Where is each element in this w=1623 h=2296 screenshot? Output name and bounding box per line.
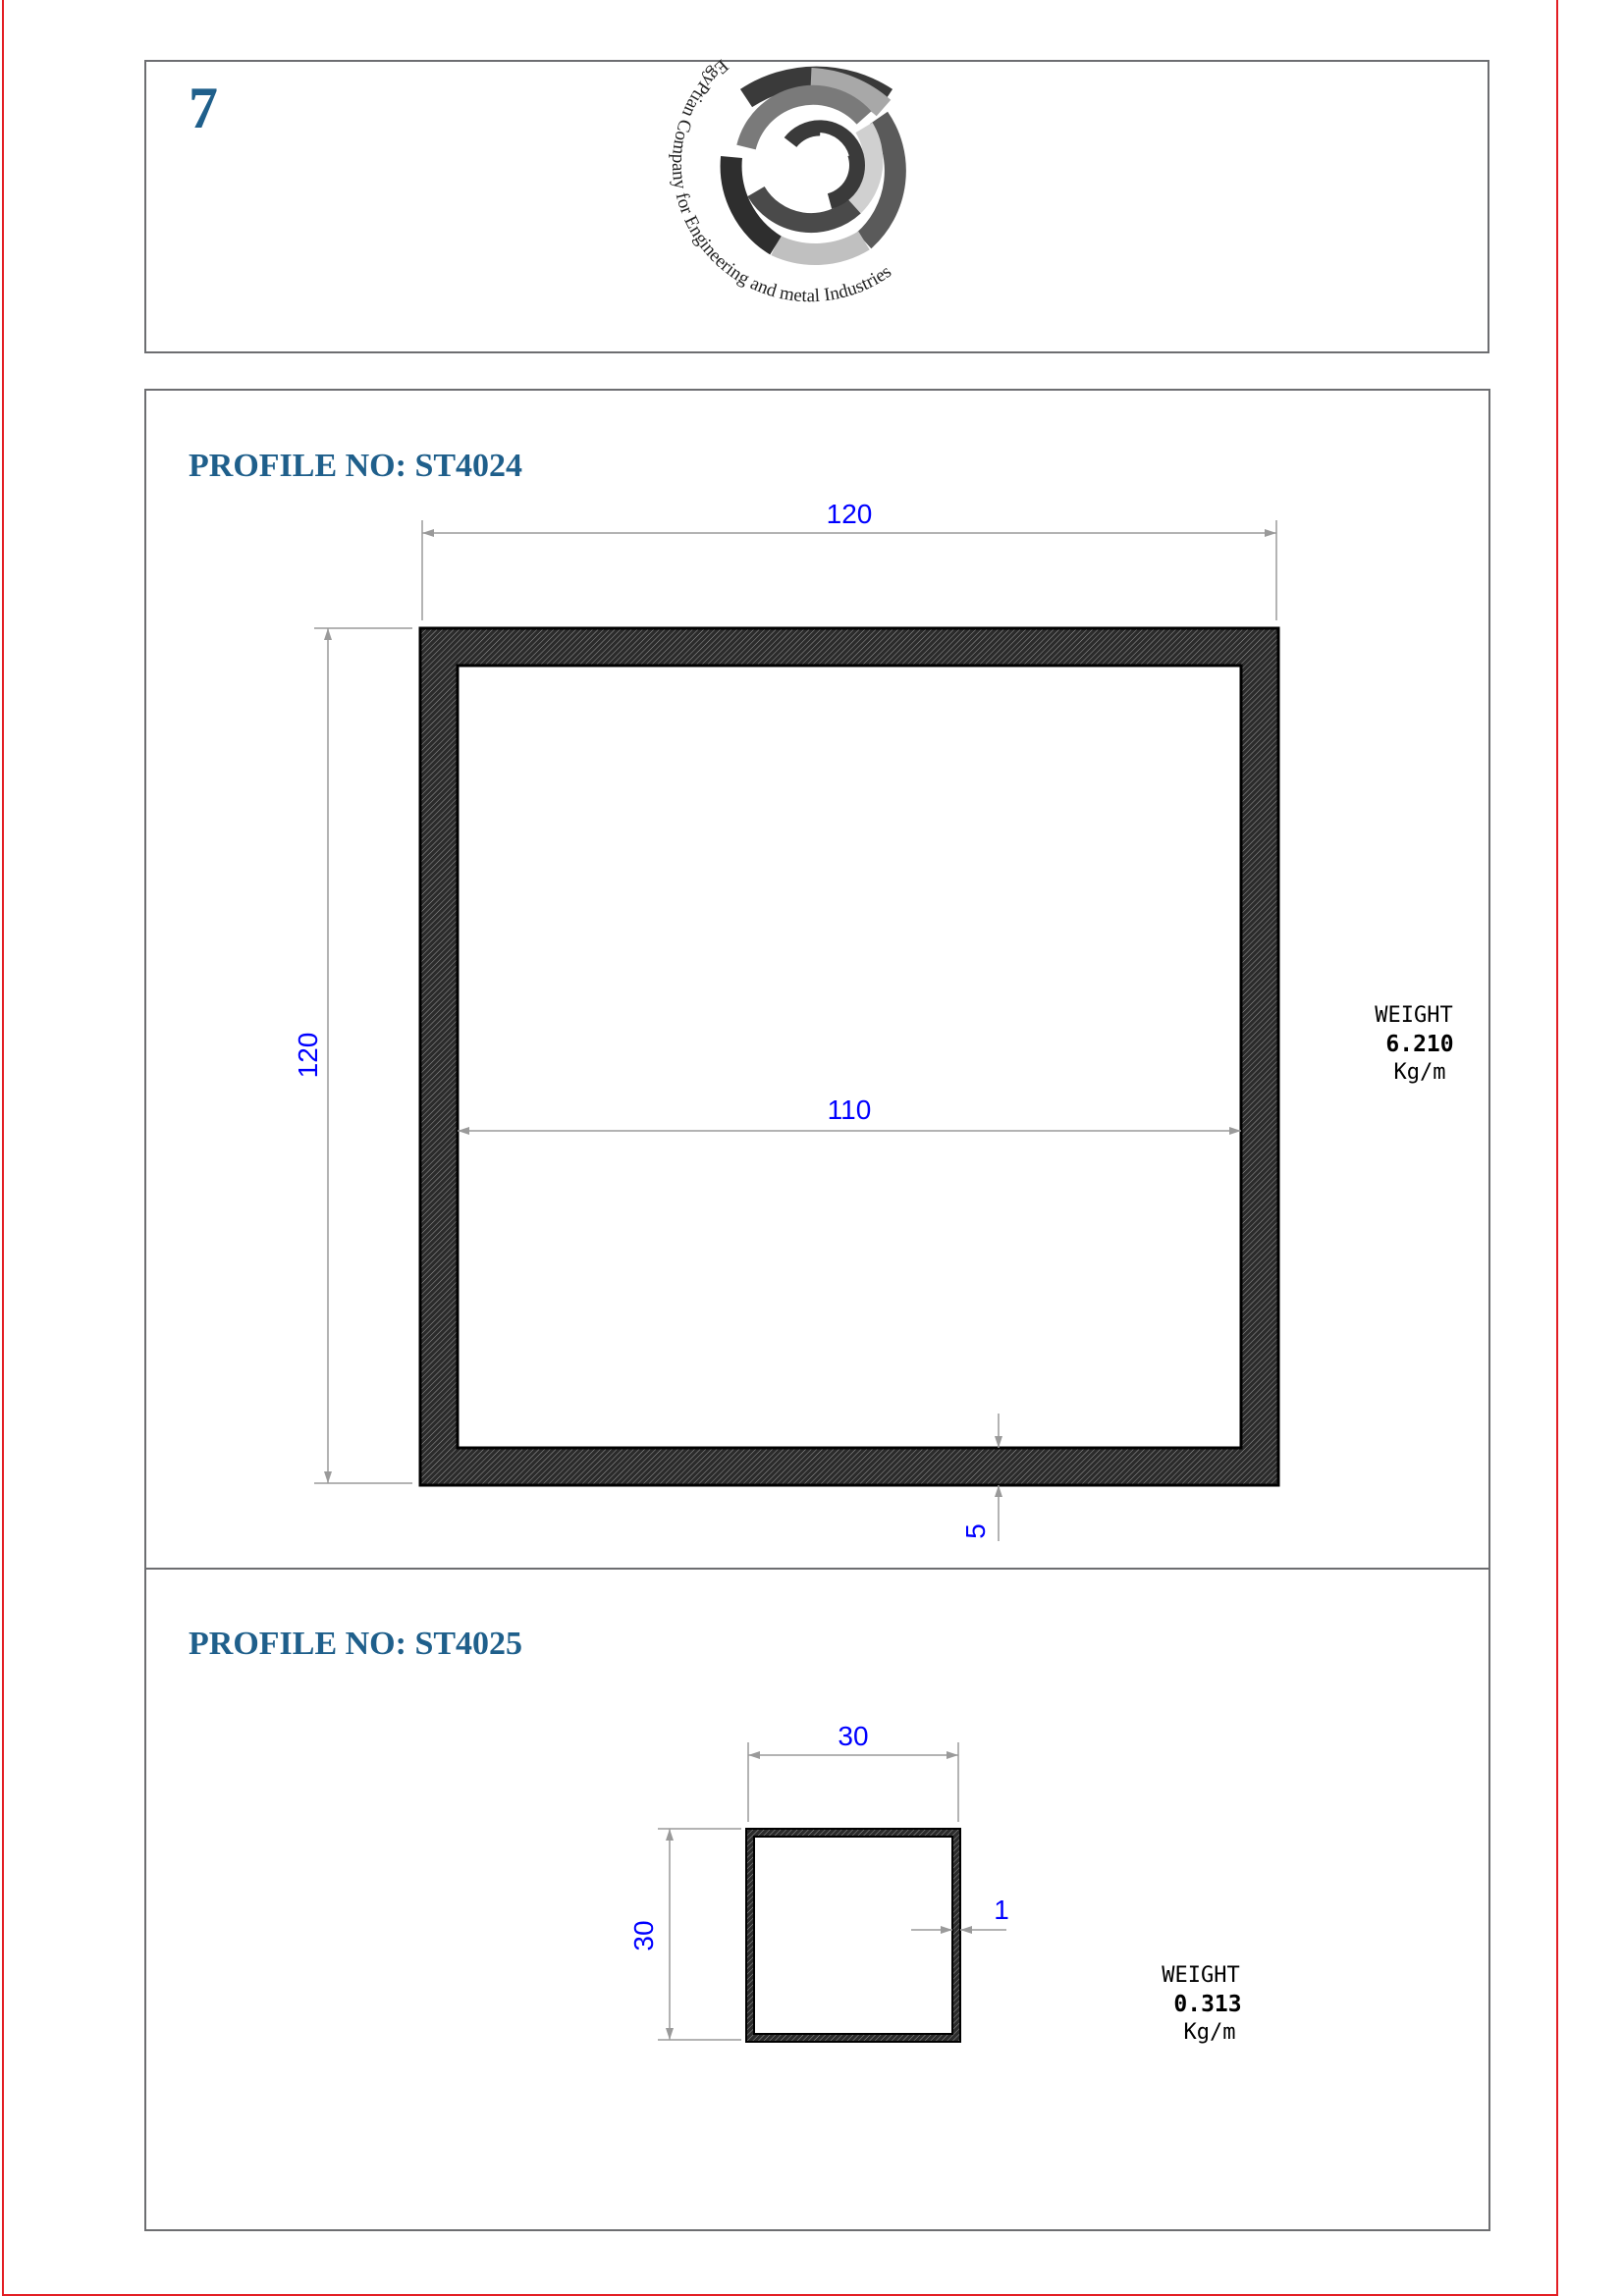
weight-unit-st4025: Kg/m xyxy=(1183,2020,1236,2045)
dim-width-st4024: 120 xyxy=(826,499,873,529)
logo-text: EgyPtian Company for Engineering and metal Industries xyxy=(667,55,895,307)
profile-title-st4025: PROFILE NO: ST4025 xyxy=(189,1626,523,1662)
weight-value-st4025: 0.313 xyxy=(1173,1992,1242,2017)
profile-title-st4024: PROFILE NO: ST4024 xyxy=(189,448,523,484)
section-hatch-st4025 xyxy=(746,1829,960,2042)
profile-drawing-st4025 xyxy=(628,1721,1242,2045)
company-logo xyxy=(668,55,947,306)
logo-ring-mid-2 xyxy=(776,240,864,254)
weight-value-st4024: 6.210 xyxy=(1385,1032,1454,1057)
dim-height-st4025: 30 xyxy=(628,1920,659,1951)
weight-unit-st4024: Kg/m xyxy=(1393,1060,1446,1085)
weight-label-st4025: WEIGHT xyxy=(1162,1963,1240,1988)
weight-label-st4024: WEIGHT xyxy=(1375,1003,1453,1028)
section-hatch-st4024 xyxy=(420,628,1278,1485)
dim-thickness-st4024: 5 xyxy=(960,1523,991,1539)
dim-thickness-st4025: 1 xyxy=(994,1895,1009,1925)
page-number: 7 xyxy=(189,76,218,140)
dim-inner-st4024: 110 xyxy=(827,1095,872,1125)
profile-drawing-st4024 xyxy=(293,499,1454,1541)
dim-height-st4024: 120 xyxy=(293,1032,323,1079)
dim-width-st4025: 30 xyxy=(838,1721,869,1751)
